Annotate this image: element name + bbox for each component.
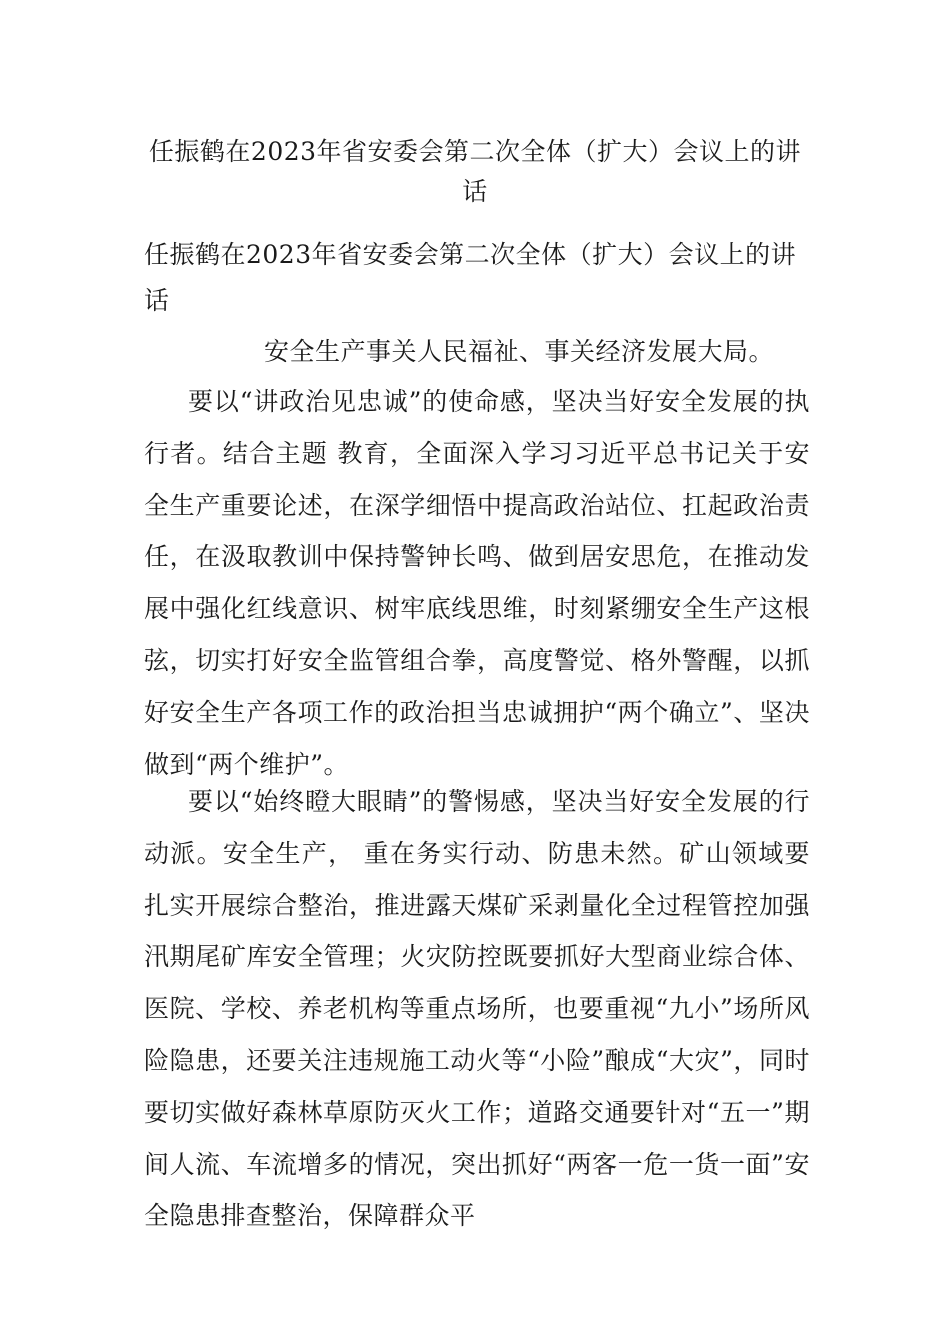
lead-sentence: 安全生产事关人民福祉、事关经济发展大局。 [264, 337, 775, 366]
paragraph-1: 要以“讲政治见忠诚”的使命感，坚决当好安全发展的执行者。结合主题 教育，全面深入学习习近平总书记关于安全生产重要论述，在深学细悟中提高政治站位、扛起政治责任，在汲取教训中保持警钟长鸣、做到居安思危，在推动发展中强化红线意识、树牢底线思维，时刻紧绷安全生产这根弦，切实打好安全监管组合拳，高度警觉、格外警醒，以抓好安全生产各项工作的政治担当忠诚拥护“两个确立”、坚决做到“两个维护”。 [144, 387, 810, 779]
document-title: 任振鹤在2023年省安委会第二次全体（扩大）会议上的讲话 [148, 137, 802, 206]
paragraph-2: 要以“始终瞪大眼睛”的警惕感，坚决当好安全发展的行动派。安全生产， 重在务实行动、防患未然。矿山领域要扎实开展综合整治，推进露天煤矿采剥量化全过程管控加强汛期尾矿库安全管理；火灾防控既要抓好大型商业综合体、医院、学校、养老机构等重点场所，也要重视“九小”场所风险隐患，还要关注违规施工动火等“小险”酿成“大灾”，同时要切实做好森林草原防灭火工作；道路交通要针对“五一”期间人流、车流增多的情况，突出抓好“两客一危一货一面”安全隐患排查整治，保障群众平 [144, 787, 810, 1231]
document-title-repeated: 任振鹤在2023年省安委会第二次全体（扩大）会议上的讲话 [144, 240, 797, 315]
